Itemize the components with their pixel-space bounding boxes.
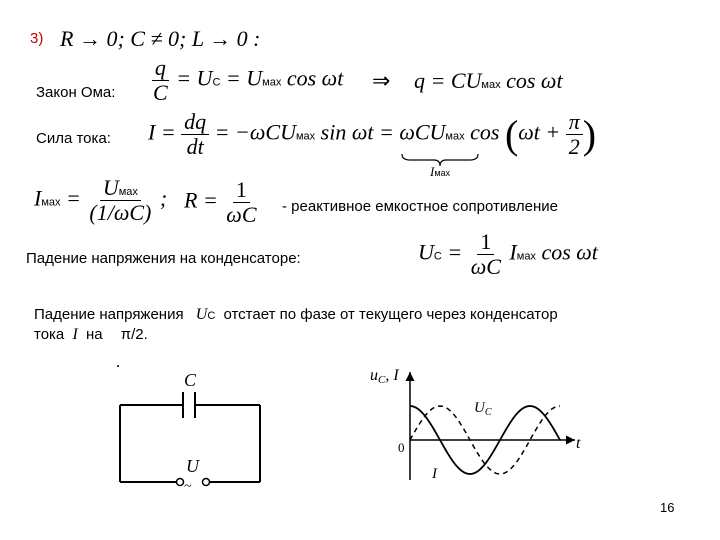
- imax-equation: Iмах = $\frac{\text{Uмах}}{(1/\omega C)}$ ;: [34, 175, 168, 226]
- x-axis-label: t: [576, 435, 581, 452]
- ohm-label: Закон Ома:: [36, 84, 116, 101]
- origin-label: 0: [398, 440, 405, 455]
- source-label: U: [186, 456, 199, 476]
- terminal-left: [177, 479, 184, 486]
- capacitor-label: C: [184, 370, 197, 390]
- ohm-result: q = CUмах cos ωt: [414, 68, 563, 93]
- ohm-equation: $\frac{q}{C}$ = UC = Uмах cos ωt: [153, 55, 344, 106]
- reactance-description: - реактивное емкостное сопротивление: [282, 198, 558, 215]
- current-label: Сила тока:: [36, 130, 111, 147]
- i-curve-label: I: [432, 466, 437, 482]
- terminal-right: [203, 479, 210, 486]
- case-condition: R → 0; C ≠ 0; L → 0 :: [60, 26, 261, 51]
- capacitor-voltage-equation: UC = $\frac{1}{\omega C}$ Iмах cos ωt: [418, 229, 598, 280]
- uc-curve-label: $U_C$: [474, 400, 492, 418]
- phase-graph: [370, 360, 590, 490]
- phase-note-line1: Падение напряжения UC отстает по фазе от текущего через конденсатор: [34, 306, 558, 323]
- capacitor-circuit: [110, 360, 280, 490]
- capacitor-voltage-label: Падение напряжения на конденсаторе:: [26, 250, 301, 267]
- phase-note-line2: тока I на π/2.: [34, 326, 148, 343]
- y-axis-label: uC, I: [370, 367, 399, 386]
- dot-mark: [117, 365, 119, 367]
- slide-number: 16: [660, 500, 675, 515]
- current-equation: I = $\frac{dq}{dt}$ = −ωCUмах sin ωt = ωCUмах cos (ωt + $\frac{\pi}{2}$ ): [148, 109, 597, 160]
- ac-symbol: ~: [184, 479, 192, 490]
- case-number: 3): [30, 30, 44, 47]
- reactance-equation: R = $\frac{1}{\omega C}$: [184, 177, 257, 228]
- imax-annotation: Iмах: [430, 164, 451, 179]
- implies-arrow: ⇒: [372, 68, 391, 93]
